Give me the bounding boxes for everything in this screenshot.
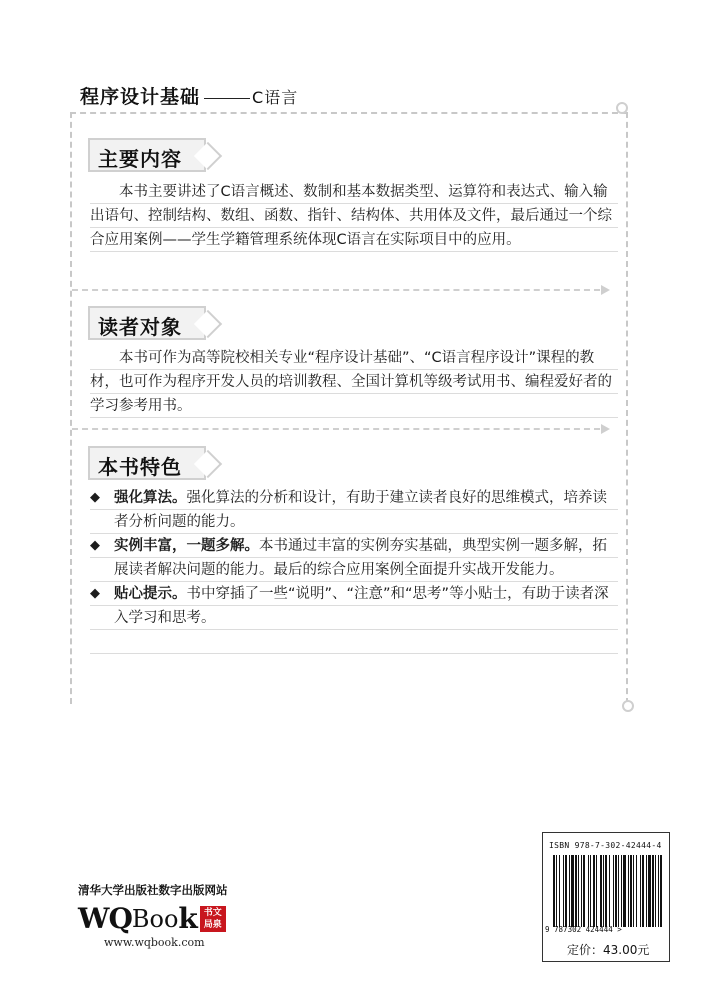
divider-arrow — [72, 289, 600, 291]
barcode-bar — [593, 855, 595, 927]
book-title-main: 程序设计基础 — [80, 86, 201, 108]
section-body-audience — [90, 346, 618, 418]
frame-top-cap — [616, 102, 628, 114]
barcode-bar — [642, 855, 644, 927]
barcode-bar — [636, 855, 637, 927]
barcode-bar — [590, 855, 591, 927]
barcode-bar — [578, 855, 579, 927]
content-paragraph: 本书主要讲述了C语言概述、数制和基本数据类型、运算符和表达式、输入输出语句、控制结构、数组、函数、指针、结构体、共用体及文件，最后通过一个综合应用案例——学生学籍管理系统体现C语言在实际项目中的应用。 — [90, 184, 612, 248]
feature-lead: 实例丰富，一题多解。 — [114, 538, 259, 554]
barcode-bar — [628, 855, 629, 927]
barcode-bar — [630, 855, 632, 927]
diamond-icon: ◆ — [90, 586, 100, 601]
logo-o: o — [163, 904, 179, 933]
barcode-bar — [623, 855, 626, 927]
feature-item — [90, 534, 618, 582]
barcode-bar — [565, 855, 567, 927]
barcode-bar — [660, 855, 662, 927]
barcode-bar — [596, 855, 597, 927]
feature-list — [90, 486, 618, 630]
title-dash — [204, 98, 250, 99]
barcode-bar — [633, 855, 634, 927]
barcode-bar — [583, 855, 585, 927]
barcode-bar — [559, 855, 560, 927]
barcode-bar — [553, 855, 555, 927]
barcode-bar — [603, 855, 604, 927]
barcode-bar — [613, 855, 614, 927]
logo-stamp: 书文局泉 — [200, 906, 226, 932]
barcode-bar — [563, 855, 564, 927]
barcode-bar — [575, 855, 577, 927]
price-label: 定价：43.00元 — [567, 943, 650, 957]
barcode-bar — [571, 855, 574, 927]
barcode-bar — [600, 855, 602, 927]
barcode-bar — [658, 855, 659, 927]
diamond-icon: ◆ — [90, 538, 100, 553]
section-body-content — [90, 180, 618, 252]
book-title — [80, 82, 298, 109]
barcode-bar — [618, 855, 619, 927]
logo-k: k — [178, 902, 197, 935]
wqbook-logo — [78, 902, 278, 935]
feature-item — [90, 582, 618, 630]
publisher-block — [78, 882, 278, 949]
frame-bottom-cap — [622, 700, 634, 712]
section-body-features — [90, 486, 618, 670]
book-title-sub: C语言 — [252, 88, 299, 107]
isbn-text: ISBN 978-7-302-42444-4 — [549, 841, 662, 850]
barcode-bar — [556, 855, 557, 927]
barcode-bar — [605, 855, 607, 927]
feature-text: 书中穿插了一些“说明”、“注意”和“思考”等小贴士，有助于读者深入学习和思考。 — [114, 586, 609, 626]
feature-lead: 贴心提示。 — [114, 586, 187, 602]
barcode-bar — [581, 855, 582, 927]
barcode-bar — [588, 855, 589, 927]
logo-wq: WQ — [78, 902, 132, 935]
feature-text: 强化算法的分析和设计，有助于建立读者良好的思维模式，培养读者分析问题的能力。 — [114, 490, 607, 530]
publisher-name: 清华大学出版社数字出版网站 — [78, 883, 228, 897]
barcode-bar — [609, 855, 610, 927]
diamond-icon: ◆ — [90, 490, 100, 505]
section-heading-content: 主要内容 — [88, 138, 206, 172]
divider-arrow — [72, 428, 600, 430]
barcode-box — [542, 832, 670, 962]
audience-paragraph: 本书可作为高等院校相关专业“程序设计基础”、“C语言程序设计”课程的教材，也可作为程序开发人员的培训教程、全国计算机等级考试用书、编程爱好者的学习参考用书。 — [90, 350, 612, 414]
barcode-bar — [640, 855, 641, 927]
barcode-digits: 9 787302 424444 > — [545, 925, 622, 934]
barcode-bar — [615, 855, 617, 927]
barcode-bar — [621, 855, 622, 927]
publisher-website: www.wqbook.com — [104, 936, 205, 949]
barcode-bar — [655, 855, 656, 927]
barcode-bar — [652, 855, 654, 927]
barcode-bar — [569, 855, 570, 927]
feature-lead: 强化算法。 — [114, 490, 187, 506]
feature-text: 本书通过丰富的实例夯实基础，典型实例一题多解，拓展读者解决问题的能力。最后的综合应用案例全面提升实战开发能力。 — [114, 538, 607, 578]
section-heading-audience: 读者对象 — [88, 306, 206, 340]
barcode-bar — [646, 855, 647, 927]
logo-bo: Bo — [131, 904, 164, 933]
section-heading-features: 本书特色 — [88, 446, 206, 480]
barcode-bar — [648, 855, 651, 927]
feature-item — [90, 486, 618, 534]
barcode-bars — [553, 855, 663, 927]
